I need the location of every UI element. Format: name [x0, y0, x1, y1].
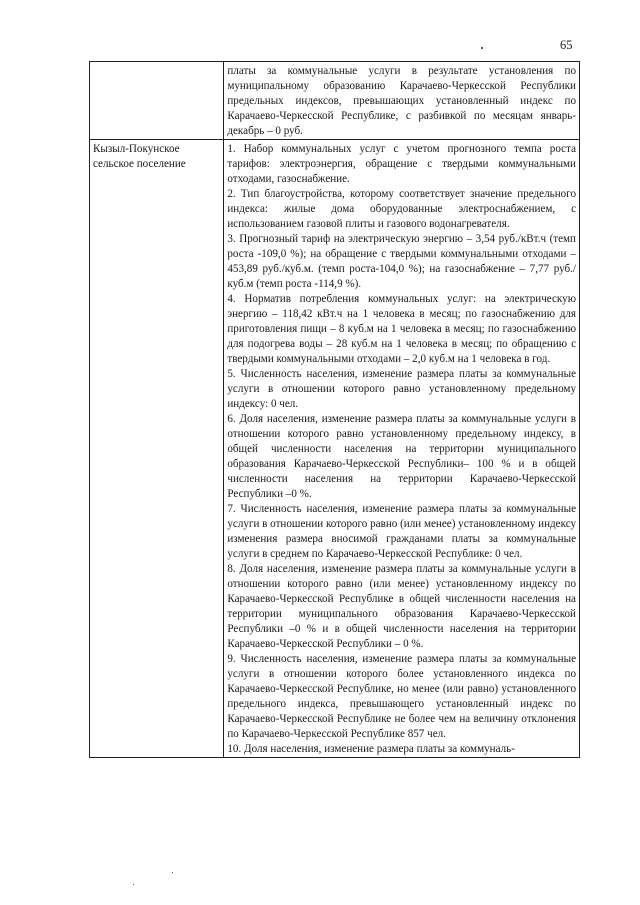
table-row [90, 140, 580, 758]
paragraph-2: 2. Тип благоустройства, которому соответствует значение предельного индекса: жилые дома оборудованные электроснабжением, с использованием газовой плиты и газового водонагревателя. [227, 188, 576, 230]
settlement-cell-empty [90, 62, 224, 140]
paragraph-10: 10. Доля населения, изменение размера платы за коммуналь- [227, 743, 515, 755]
paragraph-1: 1. Набор коммунальных услуг с учетом прогнозного темпа роста тарифов: электроэнергия, обращение с твердыми коммунальными отходами, газоснабжение. [227, 143, 576, 185]
settlement-name-cell: Кызыл-Покунское сельское поселение [90, 140, 224, 758]
document-table [89, 61, 580, 758]
scan-speck [172, 872, 173, 873]
paragraph-8: 8. Доля населения, изменение размера платы за коммунальные услуги в отношении которого равно (или менее) установленному индексу по Карачаево-Черкесской Республике в общей численности населения на территории муниципального образования Карачаево-Черкесской Республики –0 % и в общей численности населения на территории Карачаево-Черкесской Республики – 0 %. [227, 563, 576, 650]
paragraph-5: 5. Численность населения, изменение размера платы за коммунальные услуги в отношении которого равно установленному предельному индексу: 0 чел. [227, 368, 576, 410]
paragraph-7: 7. Численность населения, изменение размера платы за коммунальные услуги в отношении которого равно (или менее) установленному индексу изменения размера вносимой гражданами платы за коммунальные услуги в среднем по Карачаево-Черкесской Республике: 0 чел. [227, 503, 577, 560]
paragraph-6: 6. Доля населения, изменение размера платы за коммунальные услуги в отношении которого равно установленному предельному индексу, в общей численности населения на территории муниципального образования Карачаево-Черкесской Республики– 100 % и в общей численности населения на территории Карачаево-Черкесской Республики –0 %. [227, 413, 576, 500]
page-number: 65 [560, 38, 573, 52]
paragraph-3: 3. Прогнозный тариф на электрическую энергию – 3,54 руб./кВт.ч (темп роста -109,0 %); на обращение с твердыми коммунальными отходами – 453,89 руб./куб.м. (темп роста-104,0 %); на газоснабжение – 7,77 руб./куб.м (темп роста -114,9 %). [227, 233, 576, 290]
table-row [90, 62, 580, 140]
scan-speck [133, 884, 134, 885]
scan-speck [481, 47, 483, 49]
paragraph-4: 4. Норматив потребления коммунальных услуг: на электрическую энергию – 118,42 кВт.ч на 1 человека в месяц; по газоснабжению для приготовления пищи – 8 куб.м на 1 человека в месяц; по газоснабжению для подогрева воды – 28 куб.м на 1 человека в месяц; по обращению с твердыми коммунальными отходами – 2,0 куб.м на 1 человека в год. [227, 293, 576, 365]
settlement-details-cell [224, 140, 580, 758]
continued-text-cell: платы за коммунальные услуги в результате установления по муниципальному образованию Карачаево-Черкесской Республики предельных индексов, превышающих установленный индекс по Карачаево-Черкесской Республике, с разбивкой по месяцам январь-декабрь – 0 руб. [224, 62, 580, 140]
paragraph-9: 9. Численность населения, изменение размера платы за коммунальные услуги в отношении которого более установленного индекса по Карачаево-Черкесской Республике, но менее (или равно) установленного предельного индекса, превышающего установленный индекс по Карачаево-Черкесской Республике не более чем на величину отклонения по Карачаево-Черкесской Республике 857 чел. [227, 653, 576, 740]
